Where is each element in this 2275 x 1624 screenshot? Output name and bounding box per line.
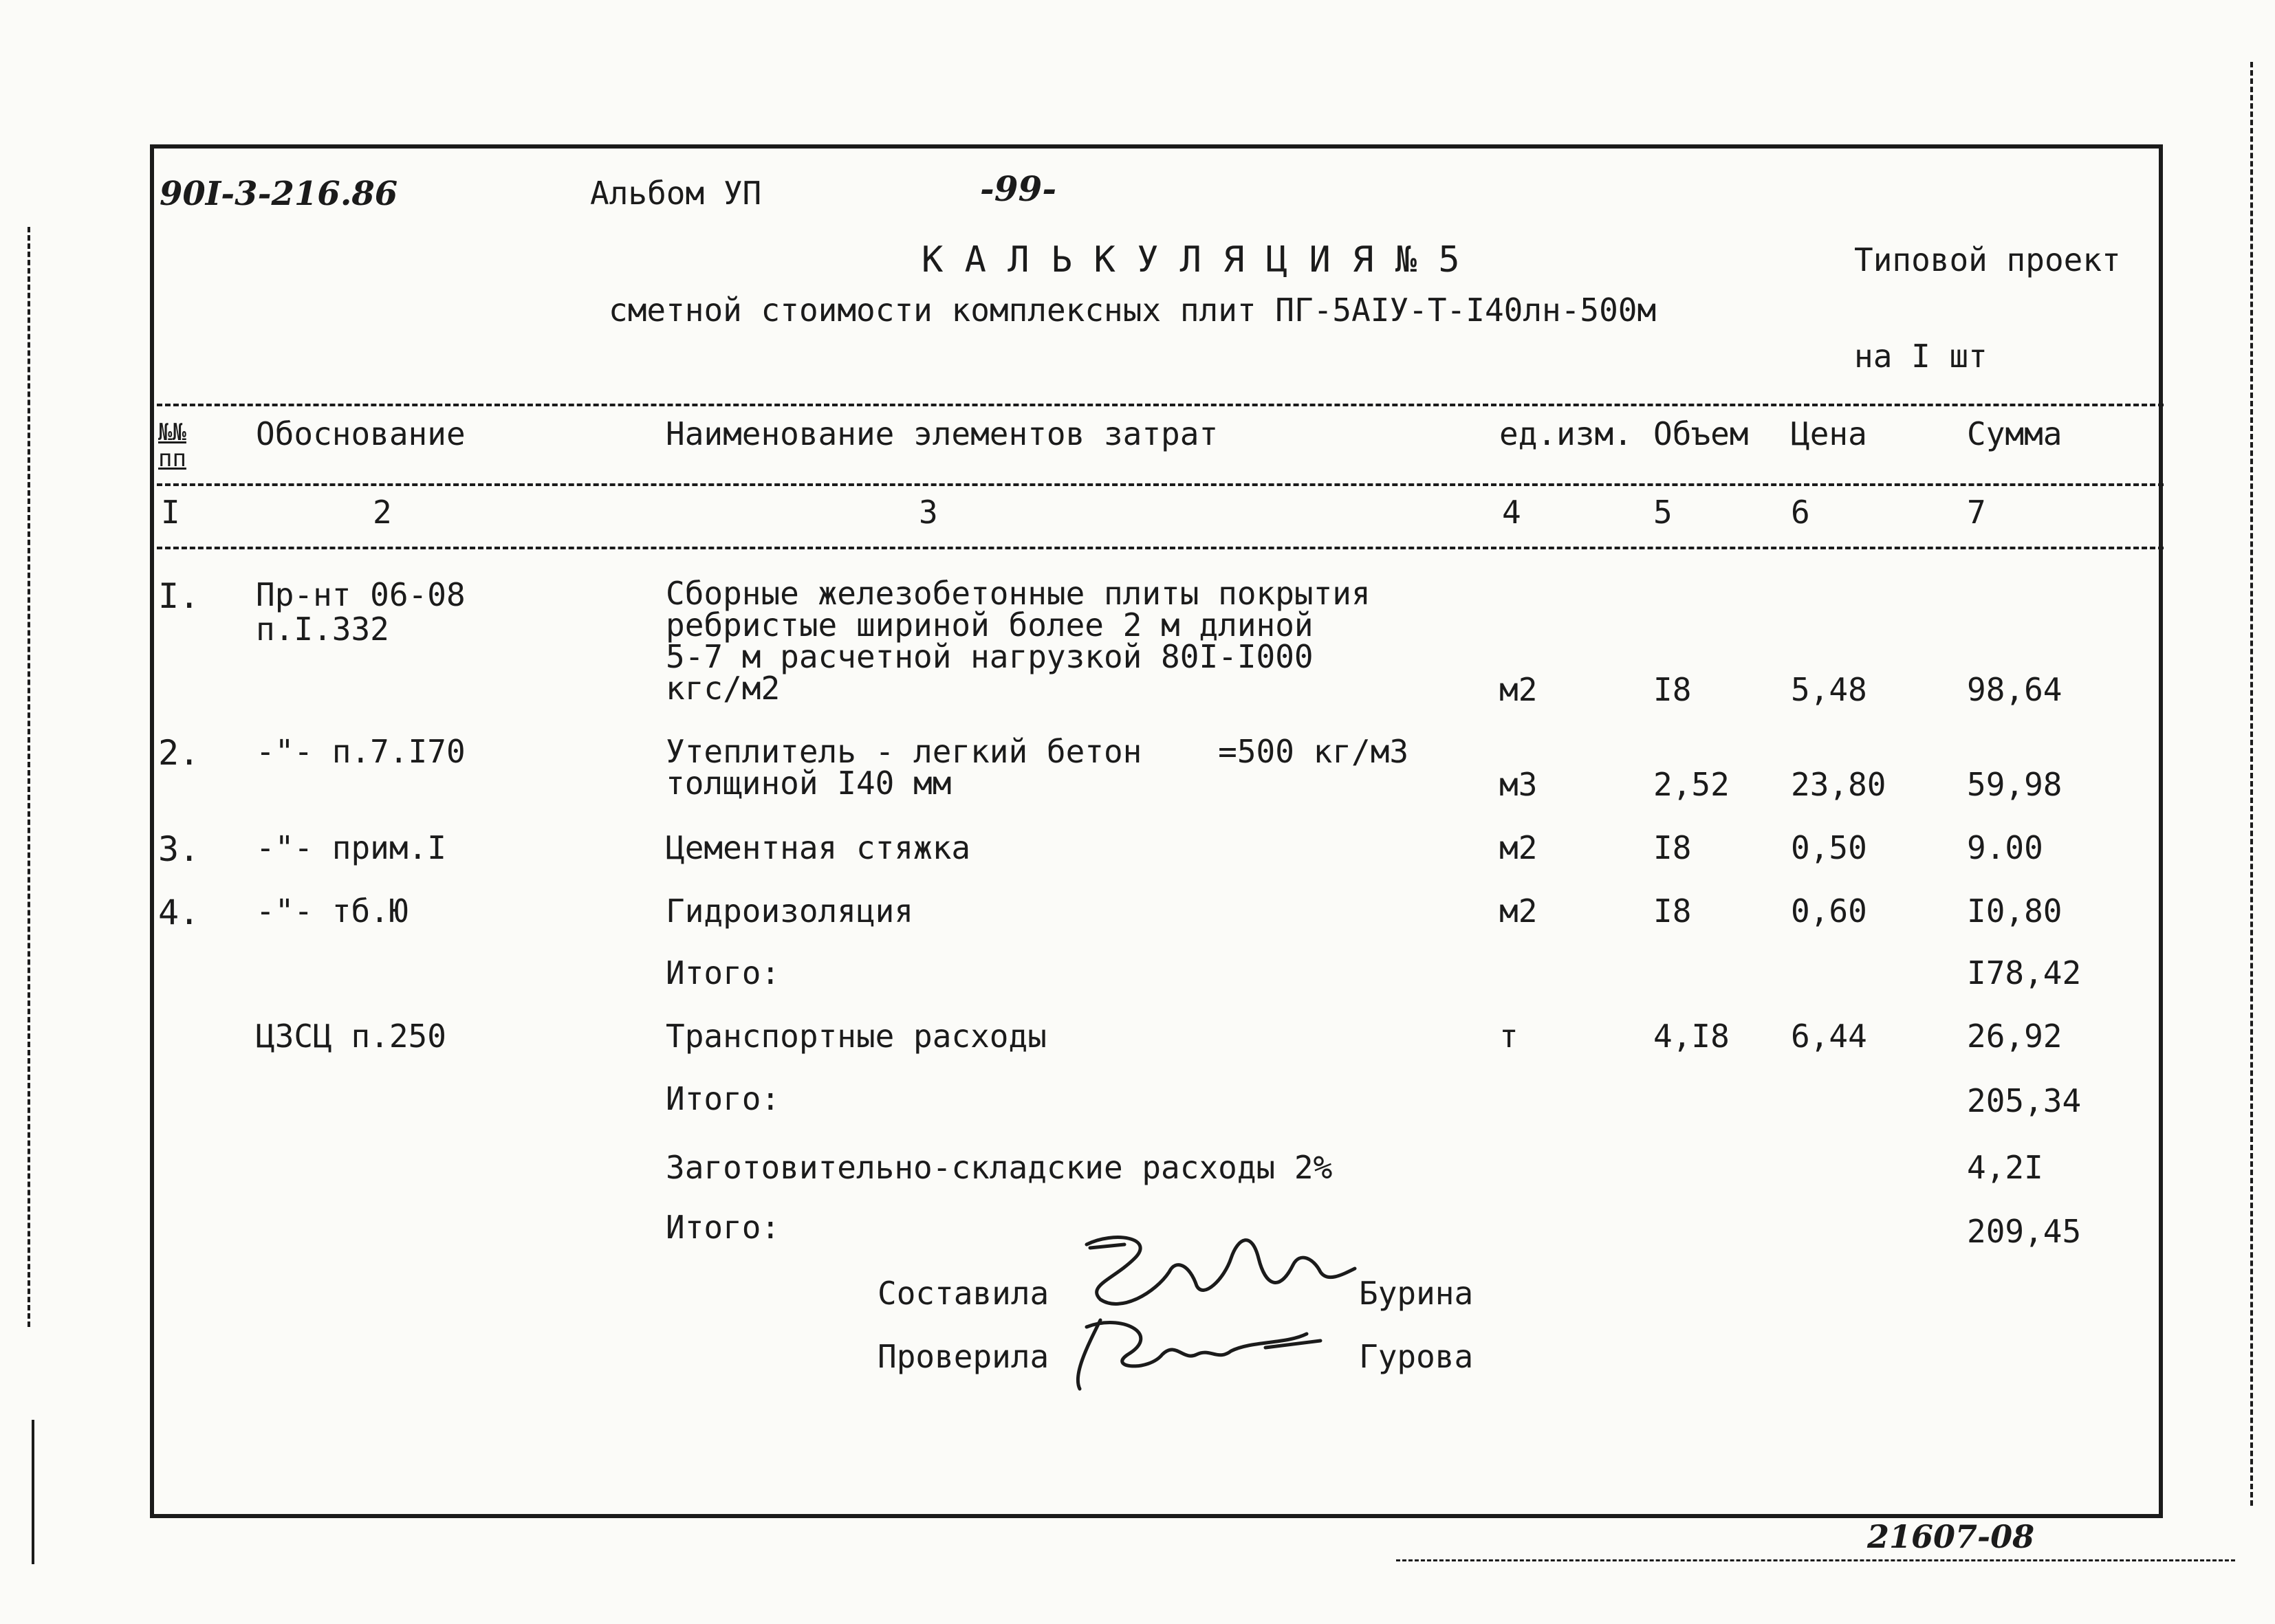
column-header-basis: Обоснование — [256, 415, 466, 452]
subtotal-1-sum: I78,42 — [1967, 954, 2082, 991]
transport-volume: 4,I8 — [1653, 1018, 1730, 1055]
header-bottom-rule — [157, 483, 2164, 486]
album-label: Альбом УП — [590, 175, 762, 212]
table-row-4-sum: I0,80 — [1967, 892, 2062, 930]
table-row-4-name: Гидроизоляция — [666, 892, 914, 930]
right-margin-mark — [2250, 62, 2253, 1506]
document-subtitle: сметной стоимости комплексных плит ПГ-5АIУ-Т-I40лн-500м — [609, 292, 1657, 329]
table-row-1-basis-line-2: п.I.332 — [256, 611, 389, 648]
table-row-1-unit: м2 — [1499, 671, 1538, 708]
compiler-signature — [1073, 1217, 1362, 1320]
table-row-4-number: 4. — [158, 892, 200, 932]
table-row-3-sum: 9.00 — [1967, 829, 2043, 866]
page-number: -99- — [980, 168, 1057, 209]
transport-name: Транспортные расходы — [666, 1018, 1047, 1055]
table-row-3-number: 3. — [158, 829, 200, 869]
total-label: Итого: — [666, 1209, 781, 1246]
table-row-2-sum: 59,98 — [1967, 766, 2062, 803]
storage-sum: 4,2I — [1967, 1149, 2043, 1186]
left-margin-mark-lower — [32, 1420, 34, 1564]
storage-name: Заготовительно-складские расходы 2% — [666, 1149, 1333, 1186]
project-type: Типовой проект — [1854, 241, 2121, 278]
column-number-1: I — [161, 494, 180, 531]
table-row-1-name-line-3: 5-7 м расчетной нагрузкой 80I-I000 — [666, 638, 1314, 675]
table-row-1-name-line-4: кгс/м2 — [666, 670, 781, 707]
table-row-1-name-line-2: ребристые шириной более 2 м длиной — [666, 606, 1314, 644]
table-row-3-unit: м2 — [1499, 829, 1538, 866]
table-row-1-name-line-1: Сборные железобетонные плиты покрытия — [666, 575, 1371, 612]
column-number-2: 2 — [373, 494, 392, 531]
column-number-3: 3 — [919, 494, 938, 531]
table-row-1-basis-line-1: Пр-нт 06-08 — [256, 576, 466, 613]
table-row-3-basis: -"- прим.I — [256, 829, 446, 866]
transport-unit: т — [1499, 1018, 1519, 1055]
total-sum: 209,45 — [1967, 1213, 2082, 1250]
column-header-volume: Объем — [1653, 415, 1749, 452]
column-header-number — [158, 419, 199, 472]
footer-rule — [1396, 1559, 2235, 1561]
table-row-3-name: Цементная стяжка — [666, 829, 971, 866]
column-header-name: Наименование элементов затрат — [666, 415, 1219, 452]
archive-stamp: 21607-08 — [1867, 1518, 2035, 1555]
column-number-7: 7 — [1967, 494, 1986, 531]
column-number-rule — [157, 547, 2164, 549]
table-row-2-number: 2. — [158, 733, 200, 773]
column-header-number-label: №№ пп — [158, 419, 186, 472]
checked-by-label: Проверила — [878, 1338, 1049, 1375]
table-row-1-sum: 98,64 — [1967, 671, 2062, 708]
table-row-2-basis-line-1: -"- п.7.I70 — [256, 733, 466, 770]
checker-signature — [1059, 1306, 1348, 1396]
transport-basis: ЦЗСЦ п.250 — [256, 1018, 446, 1055]
column-header-price: Цена — [1791, 415, 1867, 452]
transport-sum: 26,92 — [1967, 1018, 2062, 1055]
table-row-4-volume: I8 — [1653, 892, 1692, 930]
doc-code: 90I-3-216.86 — [160, 175, 398, 213]
table-row-2-name-line-2: толщиной I40 мм — [666, 765, 952, 802]
column-number-5: 5 — [1653, 494, 1673, 531]
checked-by-name: Гурова — [1359, 1338, 1474, 1375]
table-row-2-basis — [256, 733, 466, 770]
table-row-2-unit: м3 — [1499, 766, 1538, 803]
table-row-1-volume: I8 — [1653, 671, 1692, 708]
column-header-unit: ед.изм. — [1499, 415, 1633, 452]
table-row-1-number: I. — [158, 576, 200, 616]
table-row-4-unit: м2 — [1499, 892, 1538, 930]
table-top-rule — [157, 404, 2164, 406]
transport-price: 6,44 — [1791, 1018, 1867, 1055]
column-header-sum: Сумма — [1967, 415, 2062, 452]
column-number-6: 6 — [1791, 494, 1810, 531]
table-row-1-price: 5,48 — [1791, 671, 1867, 708]
table-row-4-basis: -"- тб.Ю — [256, 892, 409, 930]
table-row-3-volume: I8 — [1653, 829, 1692, 866]
table-row-2-name-line-1: Утеплитель - легкий бетон =500 кг/м3 — [666, 733, 1409, 770]
table-row-2-name — [666, 733, 1409, 802]
subtotal-1-label: Итого: — [666, 954, 781, 991]
subtotal-2-sum: 205,34 — [1967, 1082, 2082, 1119]
compiled-by-name: Бурина — [1359, 1275, 1474, 1312]
document-title: К А Л Ь К У Л Я Ц И Я № 5 — [922, 239, 1460, 281]
table-row-1-basis — [256, 578, 466, 646]
left-margin-mark-upper — [28, 227, 30, 1327]
table-row-2-volume: 2,52 — [1653, 766, 1730, 803]
unit-basis: на I шт — [1854, 338, 1988, 375]
compiled-by-label: Составила — [878, 1275, 1049, 1312]
subtotal-2-label: Итого: — [666, 1080, 781, 1117]
table-row-1-name — [666, 575, 1371, 707]
table-row-3-price: 0,50 — [1791, 829, 1867, 866]
table-row-4-price: 0,60 — [1791, 892, 1867, 930]
table-row-2-price: 23,80 — [1791, 766, 1886, 803]
column-number-4: 4 — [1502, 494, 1521, 531]
